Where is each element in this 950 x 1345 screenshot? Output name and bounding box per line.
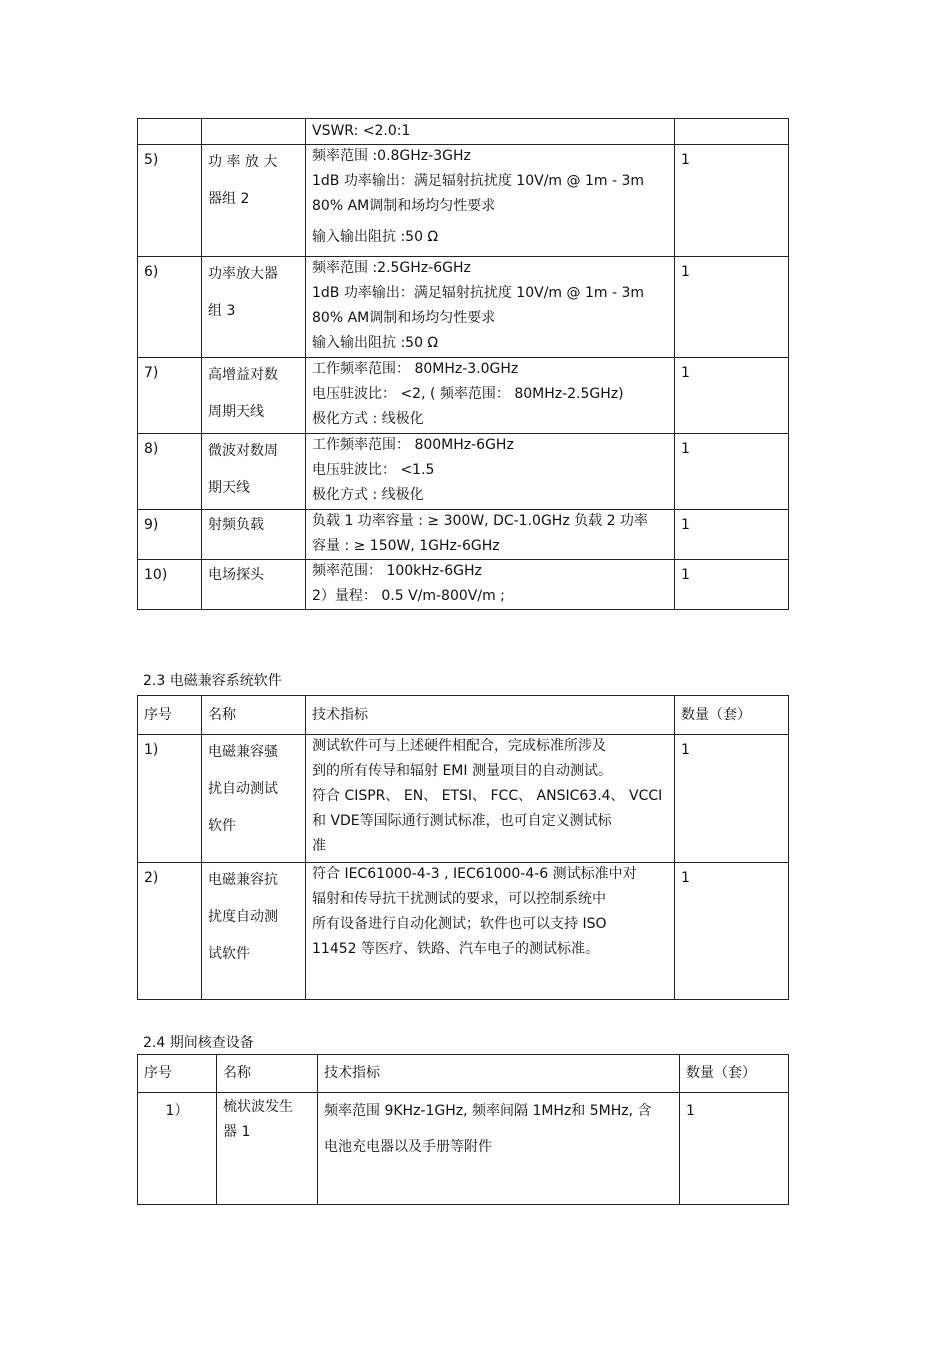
- name-line: 扰自动测试: [208, 781, 278, 797]
- table-row: [138, 1093, 789, 1205]
- table-row: [138, 510, 789, 560]
- verification-equipment-table: [137, 1054, 789, 1205]
- spec-line: 电压驻波比： <1.5: [312, 462, 435, 478]
- spec-line: 工作频率范围： 80MHz-3.0GHz: [312, 361, 519, 377]
- row-qty-cell: [675, 119, 789, 145]
- row-spec-cell: [306, 119, 675, 145]
- name-line: 电磁兼容骚: [208, 744, 278, 760]
- table-row: [138, 119, 789, 145]
- spec-line: 频率范围 :0.8GHz-3GHz: [312, 148, 471, 164]
- name-line: 电场探头: [208, 567, 264, 583]
- row-spec-cell: [306, 434, 675, 510]
- spec-line: 容量 : ≥ 150W, 1GHz-6GHz: [312, 538, 500, 554]
- spec-line: 80% AM调制和场均匀性要求: [312, 198, 496, 214]
- emc-software-table: [137, 695, 789, 1000]
- row-spec-cell: [318, 1093, 680, 1205]
- header-number: 序号: [138, 696, 202, 735]
- spec-line: 电池充电器以及手册等附件: [324, 1139, 492, 1155]
- table-row: [138, 560, 789, 610]
- row-number-cell: 2): [138, 863, 202, 1000]
- spec-line: 到的所有传导和辐射 EMI 测量项目的自动测试。: [312, 763, 612, 779]
- header-spec: 技术指标: [306, 696, 675, 735]
- name-line: 功 率 放 大: [208, 154, 278, 170]
- name-line: 器 1: [223, 1124, 251, 1140]
- table-row: [138, 735, 789, 863]
- row-number-cell: 7): [138, 358, 202, 434]
- row-spec-cell: [306, 510, 675, 560]
- spec-line: 2）量程： 0.5 V/m-800V/m ;: [312, 588, 505, 604]
- spec-line: 极化方式 : 线极化: [312, 487, 424, 503]
- spec-line: 80% AM调制和场均匀性要求: [312, 310, 496, 326]
- row-number-cell: [138, 119, 202, 145]
- name-line: 试软件: [208, 946, 250, 962]
- row-number-cell: 6): [138, 257, 202, 358]
- row-name-cell: [202, 358, 306, 434]
- spec-line: 输入输出阻抗 :50 Ω: [312, 229, 439, 245]
- table-row: [138, 257, 789, 358]
- spec-line: 11452 等医疗、铁路、汽车电子的测试标准。: [312, 941, 599, 957]
- row-qty-cell: 1: [675, 560, 789, 610]
- row-name-cell: [202, 257, 306, 358]
- row-number-cell: 10): [138, 560, 202, 610]
- row-number-cell: 9): [138, 510, 202, 560]
- row-qty-cell: 1: [675, 145, 789, 257]
- name-line: 器组 2: [208, 191, 250, 207]
- name-line: 期天线: [208, 480, 250, 496]
- row-qty-cell: 1: [675, 510, 789, 560]
- row-qty-cell: 1: [675, 434, 789, 510]
- header-qty: 数量（套）: [675, 696, 789, 735]
- header-number: 序号: [138, 1055, 217, 1093]
- section-heading-emc-software: 2.3 电磁兼容系统软件: [143, 673, 282, 689]
- name-line: 功率放大器: [208, 266, 278, 282]
- spec-line: VSWR: <2.0:1: [312, 123, 411, 139]
- table-row: [138, 145, 789, 257]
- row-name-cell: [202, 434, 306, 510]
- spec-line: 辐射和传导抗干扰测试的要求，可以控制系统中: [312, 891, 606, 907]
- table-header-row: [138, 696, 789, 735]
- spec-line: 和 VDE等国际通行测试标准，也可自定义测试标: [312, 813, 612, 829]
- row-spec-cell: [306, 735, 675, 863]
- row-spec-cell: [306, 145, 675, 257]
- row-name-cell: [202, 119, 306, 145]
- equipment-table-continued: [137, 118, 789, 610]
- row-spec-cell: [306, 560, 675, 610]
- name-line: 梳状波发生: [223, 1099, 293, 1115]
- spec-line: 1dB 功率输出：满足辐射抗扰度 10V/m @ 1m - 3m: [312, 285, 644, 301]
- spec-line: 符合 IEC61000-4-3 , IEC61000-4-6 测试标准中对: [312, 866, 637, 882]
- table-row: [138, 358, 789, 434]
- spec-line: 符合 CISPR、 EN、 ETSI、 FCC、 ANSIC63.4、 VCCI: [312, 788, 663, 804]
- spec-line: 极化方式 : 线极化: [312, 411, 424, 427]
- row-name-cell: [202, 510, 306, 560]
- spec-line: 频率范围： 100kHz-6GHz: [312, 563, 482, 579]
- header-name: 名称: [202, 696, 306, 735]
- row-number-cell: 5): [138, 145, 202, 257]
- spec-line: 频率范围 9KHz-1GHz, 频率间隔 1MHz和 5MHz, 含: [324, 1103, 652, 1119]
- table-row: [138, 434, 789, 510]
- row-qty-cell: 1: [680, 1093, 789, 1205]
- row-name-cell: [202, 735, 306, 863]
- row-number-cell: 1): [138, 735, 202, 863]
- spec-line: 频率范围 :2.5GHz-6GHz: [312, 260, 471, 276]
- header-qty: 数量（套）: [680, 1055, 789, 1093]
- row-name-cell: [202, 863, 306, 1000]
- row-number-cell: 1）: [138, 1093, 217, 1205]
- row-name-cell: [202, 560, 306, 610]
- spec-line: 测试软件可与上述硬件相配合，完成标准所涉及: [312, 738, 606, 754]
- row-qty-cell: 1: [675, 735, 789, 863]
- row-qty-cell: 1: [675, 358, 789, 434]
- row-spec-cell: [306, 358, 675, 434]
- name-line: 扰度自动测: [208, 909, 278, 925]
- name-line: 软件: [208, 818, 236, 834]
- row-qty-cell: 1: [675, 863, 789, 1000]
- name-line: 高增益对数: [208, 367, 278, 383]
- spec-line: 工作频率范围： 800MHz-6GHz: [312, 437, 514, 453]
- spec-line: 输入输出阻抗 :50 Ω: [312, 335, 439, 351]
- section-heading-verification-equipment: 2.4 期间核查设备: [143, 1035, 254, 1051]
- row-name-cell: [217, 1093, 318, 1205]
- row-spec-cell: [306, 863, 675, 1000]
- spec-line: 所有设备进行自动化测试；软件也可以支持 ISO: [312, 916, 607, 932]
- table-header-row: [138, 1055, 789, 1093]
- header-name: 名称: [217, 1055, 318, 1093]
- name-line: 射频负载: [208, 517, 264, 533]
- spec-line: 负载 1 功率容量 : ≥ 300W, DC-1.0GHz 负载 2 功率: [312, 513, 648, 529]
- name-line: 组 3: [208, 303, 236, 319]
- header-spec: 技术指标: [318, 1055, 680, 1093]
- spec-line: 准: [312, 838, 326, 854]
- row-qty-cell: 1: [675, 257, 789, 358]
- spec-line: 1dB 功率输出：满足辐射抗扰度 10V/m @ 1m - 3m: [312, 173, 644, 189]
- name-line: 电磁兼容抗: [208, 872, 278, 888]
- row-spec-cell: [306, 257, 675, 358]
- row-name-cell: [202, 145, 306, 257]
- spec-line: 电压驻波比： <2, ( 频率范围： 80MHz-2.5GHz): [312, 386, 624, 402]
- name-line: 周期天线: [208, 404, 264, 420]
- row-number-cell: 8): [138, 434, 202, 510]
- name-line: 微波对数周: [208, 443, 278, 459]
- table-row: [138, 863, 789, 1000]
